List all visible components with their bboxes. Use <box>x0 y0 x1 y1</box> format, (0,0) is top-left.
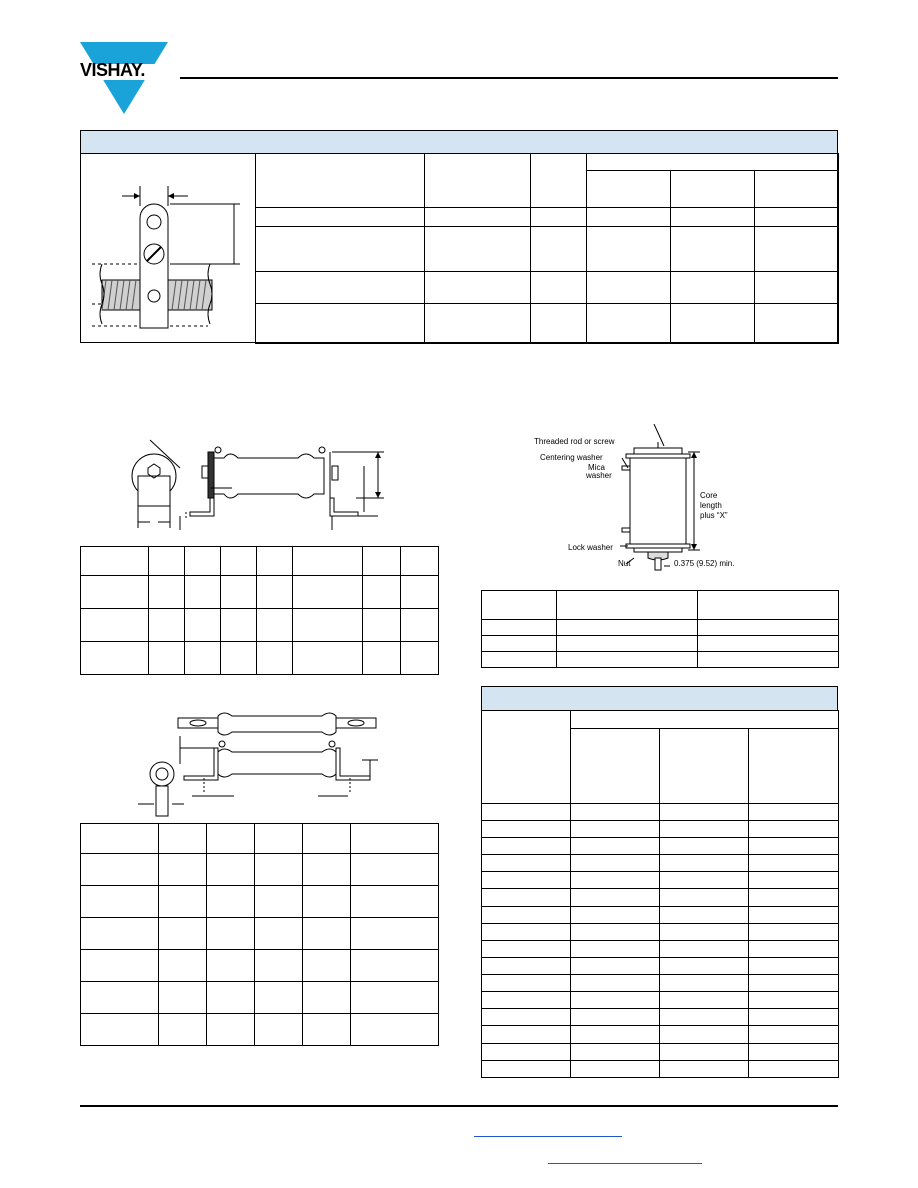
hardware-table <box>481 590 839 668</box>
lug-dimension-table <box>80 823 439 1046</box>
footer-link-1[interactable] <box>474 1136 622 1137</box>
label-mica-washer-2: washer <box>586 471 612 480</box>
mounting-hardware-drawing <box>530 424 780 574</box>
label-mica-washer-1: Mica <box>588 463 605 472</box>
data-table <box>481 710 839 1078</box>
label-core-length-2: length <box>700 501 722 510</box>
section-header-terminals <box>80 130 838 154</box>
label-lock-washer: Lock washer <box>568 543 613 552</box>
bracket-mount-drawing <box>120 436 402 536</box>
label-min-length: 0.375 (9.52) min. <box>674 559 735 568</box>
footer-link-2[interactable] <box>548 1163 702 1164</box>
label-threaded-rod: Threaded rod or screw <box>534 437 615 446</box>
section-header-data-table <box>481 686 838 711</box>
label-core-length-1: Core <box>700 491 718 500</box>
label-nut: Nut <box>618 559 631 568</box>
label-centering-washer: Centering washer <box>540 453 603 462</box>
label-core-length-3: plus “X” <box>700 511 728 520</box>
logo-wordmark: VISHAY. <box>80 60 145 80</box>
bracket-dimension-table <box>80 546 439 675</box>
terminal-spec-table <box>255 153 839 344</box>
terminal-drawing <box>82 156 254 340</box>
header-rule <box>180 77 838 79</box>
lug-mount-drawing <box>134 708 384 818</box>
footer-rule <box>80 1105 838 1107</box>
